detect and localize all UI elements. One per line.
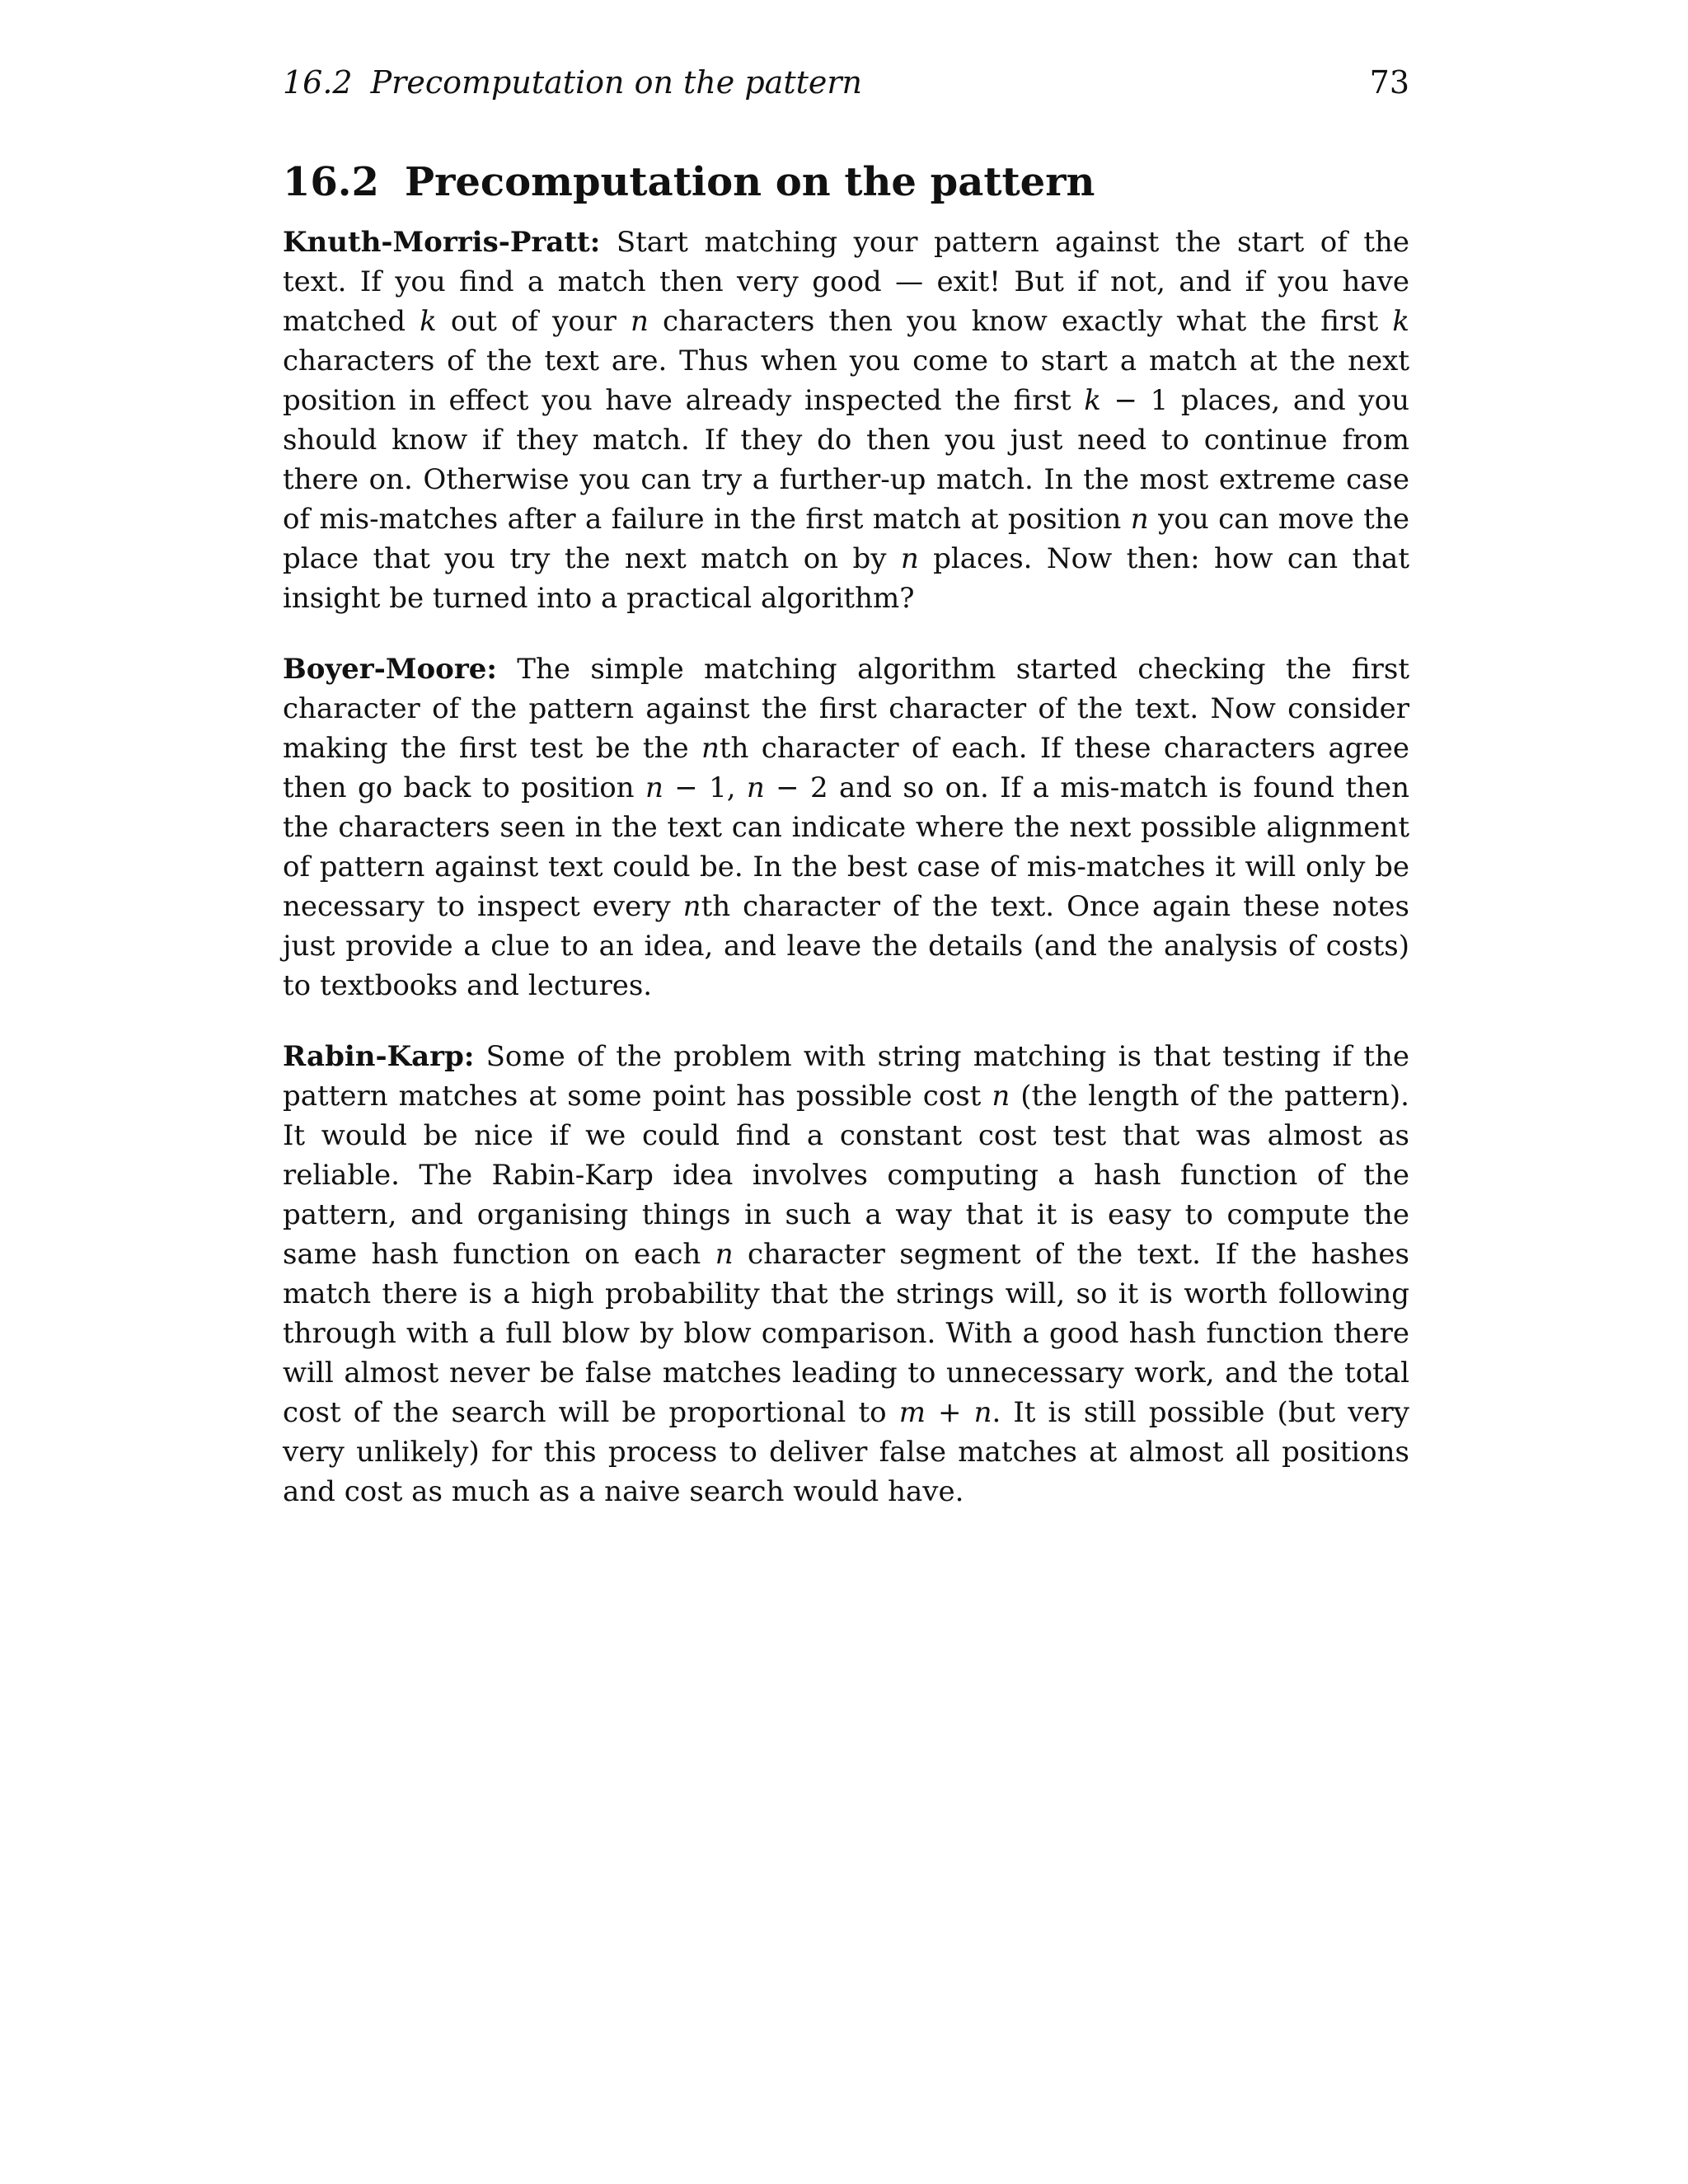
- math-variable: k: [1084, 384, 1101, 417]
- paragraph-lead-term: Knuth-Morris-Pratt:: [283, 226, 601, 259]
- running-title: [283, 59, 862, 105]
- paragraph-boyer-moore: [283, 649, 1409, 1005]
- section-content: [283, 223, 1409, 1543]
- paragraph-text: (the length of the pattern). It would be nice if we could find a constant cost test that was almost as reliable. The Rabin-Karp idea involves computing a hash function of the pattern, and organising things in such a way that it is easy to compute the same hash function on each: [283, 1080, 1409, 1271]
- running-header: [283, 59, 1409, 105]
- paragraph-text: you can move the place that you try the next match on by: [283, 503, 1409, 575]
- paragraph-text: − 2 and so on. If a mis-match is found then the characters seen in the text can indicate where the next possible alignment of pattern against text could be. In the best case of mis-matches it will only be necessary to inspect every: [283, 771, 1410, 923]
- paragraph-lead-term: Rabin-Karp:: [283, 1040, 475, 1073]
- section-heading: [283, 155, 1409, 209]
- math-variable: k: [420, 305, 437, 338]
- section-number: 16.2: [283, 159, 379, 205]
- paragraph-text: Some of the problem with string matching is that testing if the pattern matches at some point has possible cost: [283, 1040, 1409, 1113]
- running-section-number: 16.2: [283, 64, 353, 101]
- paragraph-knuth-morris-pratt: [283, 223, 1409, 618]
- paragraph-text: characters of the text are. Thus when you come to start a match at the next position in effect you have already inspected the first: [283, 344, 1409, 417]
- math-variable: n: [992, 1080, 1010, 1113]
- running-section-title: Precomputation on the pattern: [370, 64, 862, 101]
- paragraph-lead-term: Boyer-Moore:: [283, 653, 497, 686]
- math-variable: n: [645, 771, 663, 804]
- paragraph-text: characters then you know exactly what the first: [648, 305, 1393, 338]
- paragraph-text: out of your: [436, 305, 631, 338]
- page-number: 73: [1369, 64, 1409, 101]
- paragraph-text: Start matching your pattern against the start of the text. If you find a match then very good — exit! But if not, and if you have matched: [283, 226, 1409, 338]
- math-variable: n: [701, 732, 720, 765]
- math-variable: n: [715, 1238, 734, 1271]
- math-variable: n: [746, 771, 765, 804]
- paragraph-text: − 1 places, and you should know if they match. If they do then you just need to continue from there on. Otherwise you can try a further-up match. In the most extreme case of mis-matches after a failure in the first match at position: [283, 384, 1410, 536]
- section-title: Precomputation on the pattern: [405, 159, 1095, 205]
- paragraph-text: places. Now then: how can that insight be turned into a practical algorithm?: [283, 542, 1409, 615]
- math-variable: n: [973, 1396, 992, 1429]
- math-variable: n: [631, 305, 649, 338]
- math-variable: n: [682, 890, 701, 923]
- paragraph-rabin-karp: [283, 1037, 1409, 1511]
- math-variable: n: [1130, 503, 1149, 536]
- math-variable: n: [900, 542, 919, 575]
- paragraph-text: . It is still possible (but very very unlikely) for this process to deliver false matches at almost all positions and cost as much as a naive search would have.: [283, 1396, 1409, 1508]
- paragraph-text: character segment of the text. If the hashes match there is a high probability that the strings will, so it is worth following through with a full blow by blow comparison. With a good hash function there will almost never be false matches leading to unnecessary work, and the total cost of the search will be proportional to: [283, 1238, 1409, 1429]
- paragraph-text: th character of each. If these characters agree then go back to position: [283, 732, 1410, 804]
- paragraph-text: − 1,: [663, 771, 747, 804]
- math-variable: m: [898, 1396, 926, 1429]
- math-variable: k: [1392, 305, 1409, 338]
- paragraph-text: th character of the text. Once again these notes just provide a clue to an idea, and leave the details (and the analysis of costs) to textbooks and lectures.: [283, 890, 1409, 1002]
- paragraph-text: The simple matching algorithm started checking the first character of the pattern against the first character of the text. Now consider making the first test be the: [283, 653, 1409, 765]
- paragraph-text: +: [925, 1396, 974, 1429]
